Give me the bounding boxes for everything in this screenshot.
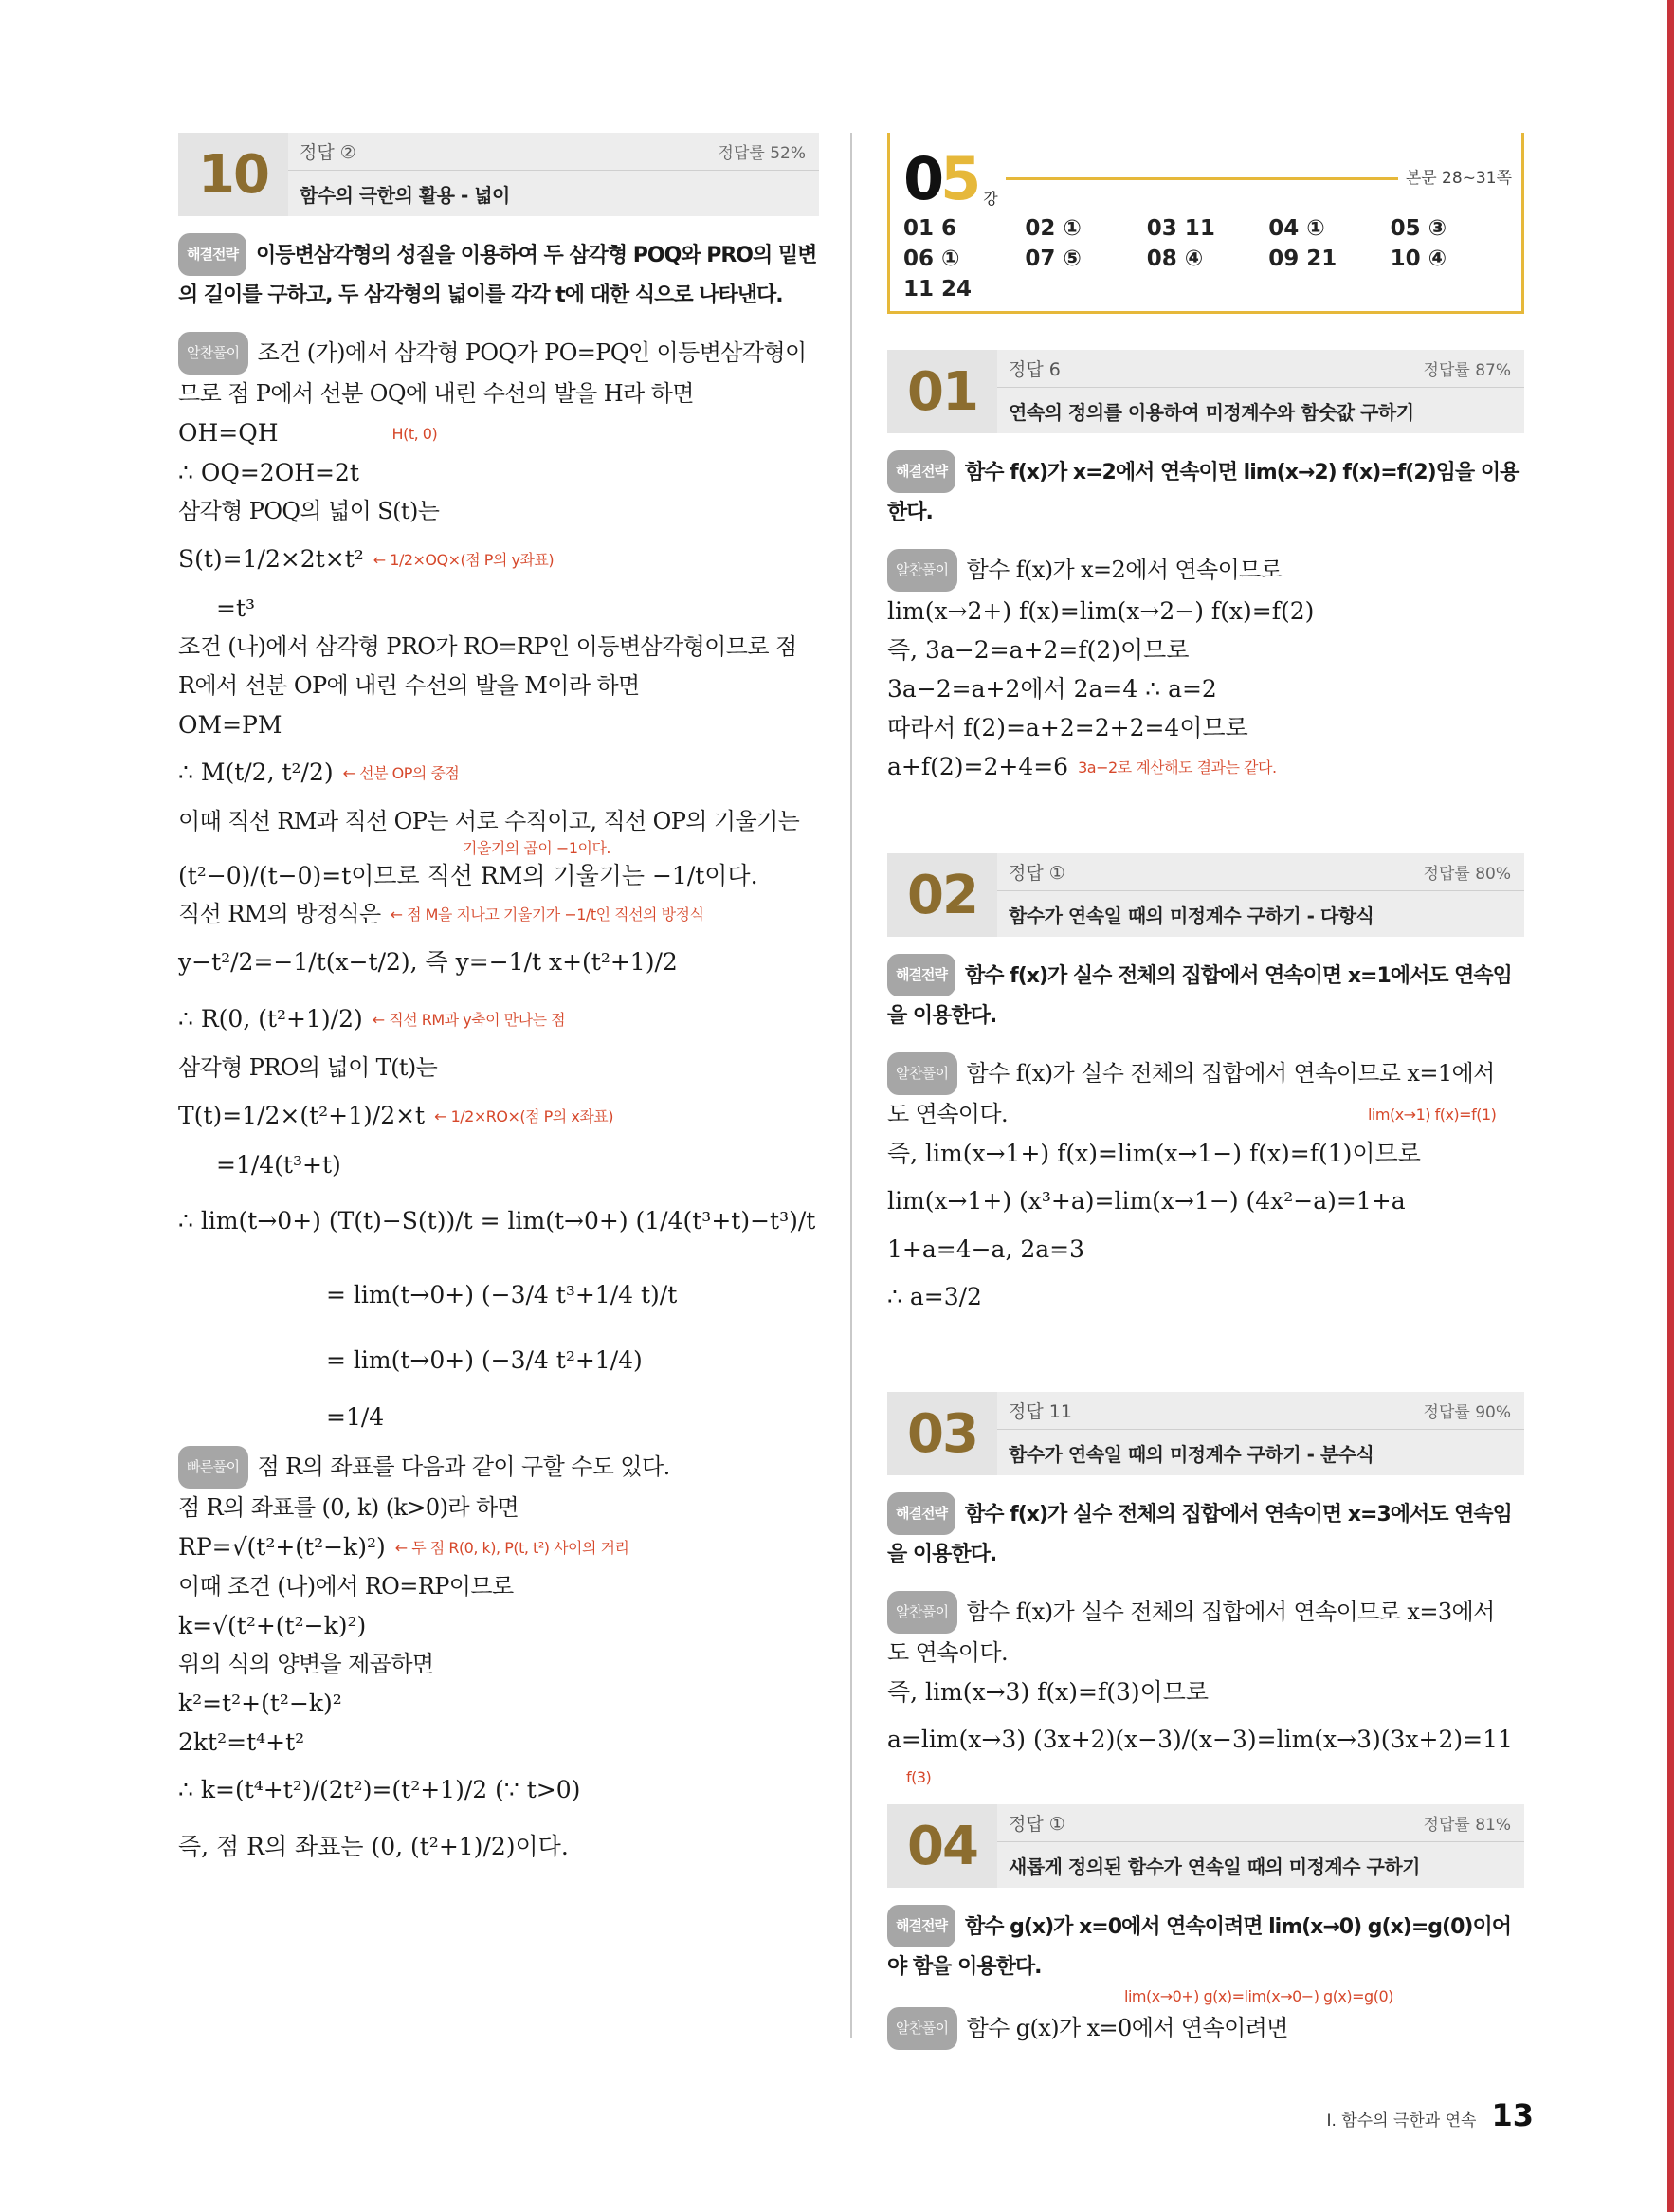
annotation: H(t, 0) [391,425,438,443]
math-line: = lim(t→0+) (−3/4 t³+1/4 t)/t [326,1281,678,1308]
solution-line: 이때 직선 RM과 직선 OP는 서로 수직이고, 직선 OP의 기울기는 [178,808,800,834]
answer-item: 02 ① [1025,216,1082,241]
answer-label: 정답 ② [300,142,356,163]
accuracy-rate: 정답률 90% [1423,1403,1511,1422]
math-line: = lim(t→0+) (−3/4 t²+1/4) [326,1346,643,1374]
annotation: ← 선분 OP의 중점 [342,764,460,782]
accuracy-rate: 정답률 52% [718,144,806,163]
annotation: f(3) [906,1768,932,1786]
math-line: =1/4(t³+t) [216,1151,341,1179]
chapter-number-accent: 5 [940,144,982,213]
solution-line: 알찬풀이 함수 f(x)가 x=2에서 연속이므로 [887,549,1524,592]
answer-label: 정답 11 [1009,1401,1072,1422]
math-line: 따라서 f(2)=a+2=2+2=4이므로 [887,714,1248,741]
answer-item: 07 ⑤ [1025,247,1082,271]
math-line: 즉, 점 R의 좌표는 (0, (t²+1)/2)이다. [178,1833,569,1860]
annotation: ← 1/2×RO×(점 P의 x좌표) [434,1107,613,1125]
quick-badge: 빠른풀이 [178,1446,248,1489]
math-line: 2kt²=t⁴+t² [178,1728,305,1756]
math-line: a=lim(x→3) (3x+2)(x−3)/(x−3)=lim(x→3)(3x+2)=11 [887,1726,1513,1753]
strategy-text: 해결전략 함수 f(x)가 실수 전체의 집합에서 연속이면 x=1에서도 연속임을 이용한다. [887,954,1524,1035]
quick-line: 위의 식의 양변을 제곱하면 [178,1651,434,1677]
annotation: lim(x→0+) g(x)=lim(x→0−) g(x)=g(0) [1124,1987,1393,2005]
annotation: ← 점 M을 지나고 기울기가 −1/t인 직선의 방정식 [390,905,704,923]
annotation: 기울기의 곱이 −1이다. [463,839,610,857]
page-edge-bar [1667,0,1674,2212]
solution-line: 도 연속이다. lim(x→1) f(x)=f(1) [887,1101,1497,1127]
answer-item: 03 11 [1146,216,1215,241]
strategy-badge: 해결전략 [887,1492,955,1535]
annotation: 3a−2로 계산해도 결과는 같다. [1078,759,1277,777]
answer-item: 04 ① [1268,216,1325,241]
solution-line: R에서 선분 OP에 내린 수선의 발을 M이라 하면 [178,672,640,699]
problem-number: 04 [887,1804,997,1888]
solution-badge: 알찬풀이 [178,332,248,375]
math-line: RP=√(t²+(t²−k)²) ← 두 점 R(0, k), P(t, t²) 사이의 거리 [178,1533,629,1561]
accuracy-rate: 정답률 81% [1423,1816,1511,1835]
page-footer [1326,2097,1534,2133]
math-line: ∴ lim(t→0+) (T(t)−S(t))/t = lim(t→0+) (1/4(t³+t)−t³)/t [178,1207,816,1234]
left-column [178,133,819,1875]
math-line: OH=QH H(t, 0) [178,419,438,447]
section-title: Ⅰ. 함수의 극한과 연속 [1326,2111,1477,2130]
math-line: =t³ [216,594,256,622]
answer-item: 09 21 [1268,247,1337,271]
solution-line: 조건 (나)에서 삼각형 PRO가 RO=RP인 이등변삼각형이므로 점 [178,633,797,660]
solution-line: 알찬풀이 함수 f(x)가 실수 전체의 집합에서 연속이므로 x=3에서 [887,1591,1524,1634]
math-line: 3a−2=a+2에서 2a=4 ∴ a=2 [887,675,1217,703]
strategy-badge: 해결전략 [887,954,955,996]
annotation: ← 두 점 R(0, k), P(t, t²) 사이의 거리 [394,1539,629,1557]
annotation: ← 1/2×OQ×(점 P의 y좌표) [373,551,555,569]
quick-line: 빠른풀이 점 R의 좌표를 다음과 같이 구할 수도 있다. [178,1446,819,1489]
quick-line: 이때 조건 (나)에서 RO=RP이므로 [178,1573,514,1600]
page-range: 본문 28~31쪽 [1405,169,1512,188]
solution-line: 직선 RM의 방정식은 ← 점 M을 지나고 기울기가 −1/t인 직선의 방정식 [178,901,704,927]
answer-item: 08 ④ [1146,247,1204,271]
chapter-number: 0 [903,144,945,213]
math-line: lim(x→2+) f(x)=lim(x→2−) f(x)=f(2) [887,597,1315,625]
accuracy-rate: 정답률 87% [1423,361,1511,380]
quick-line: 점 R의 좌표를 (0, k) (k>0)라 하면 [178,1494,519,1521]
problem-number: 02 [887,853,997,937]
problem-number: 10 [178,133,288,216]
problem-number: 01 [887,350,997,433]
strategy-badge: 해결전략 [887,450,955,493]
answer-summary-card [887,133,1524,314]
strategy-text: 해결전략 함수 f(x)가 실수 전체의 집합에서 연속이면 x=3에서도 연속임을 이용한다. [887,1492,1524,1574]
math-line: y−t²/2=−1/t(x−t/2), 즉 y=−1/t x+(t²+1)/2 [178,948,678,976]
math-line: ∴ OQ=2OH=2t [178,459,359,486]
solution-line: 알찬풀이 조건 (가)에서 삼각형 POQ가 PO=PQ인 이등변삼각형이 [178,332,819,375]
answer-label: 정답 ① [1009,863,1065,884]
problem-title: 함수가 연속일 때의 미정계수 구하기 - 분수식 [1009,1442,1374,1466]
math-line: ∴ M(t/2, t²/2) ← 선분 OP의 중점 [178,759,460,786]
strategy-badge: 해결전략 [178,233,246,276]
math-line: 즉, 3a−2=a+2=f(2)이므로 [887,636,1190,664]
solution-line: 므로 점 P에서 선분 OQ에 내린 수선의 발을 H라 하면 [178,380,694,407]
answer-item: 06 ① [903,247,960,271]
solution-line: 알찬풀이 함수 g(x)가 x=0에서 연속이려면 [887,2007,1524,2050]
answer-label: 정답 ① [1009,1814,1065,1835]
math-line: lim(x→1+) (x³+a)=lim(x→1−) (4x²−a)=1+a [887,1187,1406,1215]
math-line: k²=t²+(t²−k)² [178,1690,342,1717]
solution-line: 알찬풀이 함수 f(x)가 실수 전체의 집합에서 연속이므로 x=1에서 [887,1052,1524,1095]
solution-badge: 알찬풀이 [887,2007,957,2050]
column-divider [850,133,852,2038]
problem-title: 함수가 연속일 때의 미정계수 구하기 - 다항식 [1009,904,1374,927]
strategy-text: 해결전략 함수 f(x)가 x=2에서 연속이면 lim(x→2) f(x)=f(2)임을 이용한다. [887,450,1524,532]
problem-03-header [887,1392,1524,1475]
solution-line: 삼각형 PRO의 넓이 T(t)는 [178,1054,438,1081]
math-line: 즉, lim(x→3) f(x)=f(3)이므로 [887,1678,1210,1706]
problem-title: 새롭게 정의된 함수가 연속일 때의 미정계수 구하기 [1009,1855,1420,1878]
solution-badge: 알찬풀이 [887,1052,957,1095]
problem-title: 연속의 정의를 이용하여 미정계수와 함숫값 구하기 [1009,400,1414,424]
solution-badge: 알찬풀이 [887,549,957,592]
problem-02-header [887,853,1524,937]
math-line: ∴ k=(t⁴+t²)/(2t²)=(t²+1)/2 (∵ t>0) [178,1776,581,1803]
math-line: ∴ a=3/2 [887,1283,982,1310]
solution-line: 삼각형 POQ의 넓이 S(t)는 [178,498,440,524]
right-column [887,133,1524,2050]
math-line: T(t)=1/2×(t²+1)/2×t ← 1/2×RO×(점 P의 x좌표) [178,1102,613,1129]
math-line: =1/4 [326,1403,385,1431]
math-line: (t²−0)/(t−0)=t이므로 직선 RM의 기울기는 −1/t이다. [178,862,758,889]
problem-01-header [887,350,1524,433]
strategy-text: 해결전략 이등변삼각형의 성질을 이용하여 두 삼각형 POQ와 PRO의 밑변의 길이를 구하고, 두 삼각형의 넓이를 각각 t에 대한 식으로 나타낸다. [178,233,819,315]
card-rule [1006,177,1398,180]
page-number: 13 [1491,2097,1534,2133]
math-line: S(t)=1/2×2t×t² ← 1/2×OQ×(점 P의 y좌표) [178,545,555,573]
solution-badge: 알찬풀이 [887,1591,957,1634]
math-line: ∴ R(0, (t²+1)/2) ← 직선 RM과 y축이 만나는 점 [178,1005,566,1033]
math-line: OM=PM [178,711,282,739]
answer-grid [903,216,1512,302]
strategy-badge: 해결전략 [887,1905,955,1947]
accuracy-rate: 정답률 80% [1423,865,1511,884]
annotation: ← 직선 RM과 y축이 만나는 점 [372,1011,566,1029]
solution-line: 도 연속이다. [887,1639,1008,1666]
answer-item: 11 24 [903,277,973,302]
answer-item: 10 ④ [1390,247,1447,271]
answer-item: 05 ③ [1390,216,1447,241]
strategy-text: 해결전략 함수 g(x)가 x=0에서 연속이려면 lim(x→0) g(x)=g(0)이어야 함을 이용한다. [887,1905,1524,1986]
problem-10-header [178,133,819,216]
math-line: 즉, lim(x→1+) f(x)=lim(x→1−) f(x)=f(1)이므로 [887,1140,1421,1167]
math-line: k=√(t²+(t²−k)²) [178,1612,367,1639]
answer-item: 01 6 [903,216,957,241]
answer-label: 정답 6 [1009,359,1061,380]
problem-number: 03 [887,1392,997,1475]
problem-title: 함수의 극한의 활용 - 넓이 [300,183,510,207]
problem-04-header [887,1804,1524,1888]
math-line: 1+a=4−a, 2a=3 [887,1235,1085,1263]
chapter-suffix: 강 [983,190,998,208]
annotation: lim(x→1) f(x)=f(1) [1367,1106,1497,1124]
math-line: a+f(2)=2+4=6 3a−2로 계산해도 결과는 같다. [887,753,1277,780]
